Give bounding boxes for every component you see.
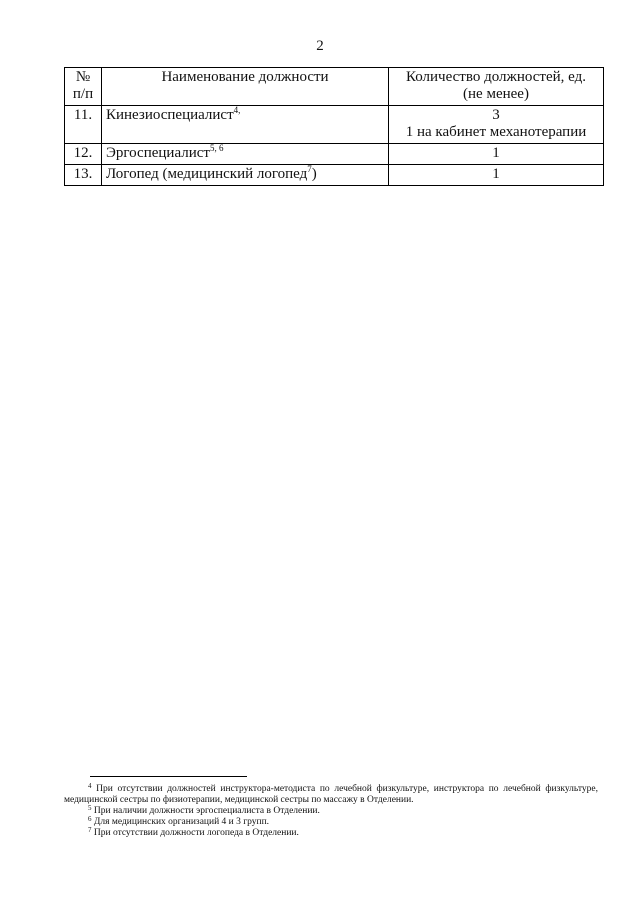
footnote-7: [64, 828, 598, 839]
table-row: [65, 106, 604, 144]
position-name-closing: ): [311, 166, 317, 182]
footnotes: [64, 784, 598, 839]
header-position-count: [389, 68, 604, 106]
footnote-ref: 7: [307, 164, 312, 174]
table-row: [65, 165, 604, 186]
row-position-count: [389, 106, 604, 144]
footnote-text: При отсутствии должности логопеда в Отделении.: [91, 828, 299, 838]
footnote-ref: 4,: [233, 105, 241, 115]
header-count-line2: (не менее): [463, 86, 529, 102]
header-position-name: Наименование должности: [102, 68, 389, 106]
footnote-mark: 6: [88, 815, 92, 823]
position-name-text: Эргоспециалист: [106, 145, 210, 161]
footnote-text: При отсутствии должностей инструктора-методиста по лечебной физкультуре, инструктора по лечебной физкультуре, медицинской сестры по физиотерапии, медицинской сестры по массажу в Отделении.: [64, 784, 598, 805]
footnote-text: Для медицинских организаций 4 и 3 групп.: [91, 817, 270, 827]
table-header-row: [65, 68, 604, 106]
footnote-ref: 5, 6: [209, 143, 224, 153]
row-position-name: [102, 144, 389, 165]
page-number: 2: [316, 38, 324, 54]
row-position-name: [102, 106, 389, 144]
footnote-separator: [90, 776, 247, 777]
header-count-line1: Количество должностей, ед.: [405, 69, 586, 85]
header-number: [65, 68, 102, 106]
header-number-line1: №: [75, 69, 91, 85]
row-position-count: 1: [389, 144, 604, 165]
position-name-text: Кинезиоспециалист: [106, 107, 234, 123]
count-value: 3: [492, 107, 500, 123]
footnote-mark: 4: [88, 782, 92, 790]
footnote-text: При наличии должности эргоспециалиста в Отделении.: [91, 806, 320, 816]
row-position-count: 1: [389, 165, 604, 186]
row-number: 11.: [65, 106, 102, 144]
footnote-6: [64, 817, 598, 828]
footnote-mark: 5: [88, 804, 92, 812]
row-number: 12.: [65, 144, 102, 165]
table-row: [65, 144, 604, 165]
footnote-5: [64, 806, 598, 817]
position-name-text: Логопед (медицинский логопед: [106, 166, 308, 182]
staff-positions-table: [64, 67, 604, 186]
footnote-4: [64, 784, 598, 806]
row-position-name: [102, 165, 389, 186]
header-number-line2: п/п: [72, 86, 94, 102]
footnote-mark: 7: [88, 826, 92, 834]
row-number: 13.: [65, 165, 102, 186]
count-note: 1 на кабинет механотерапии: [405, 124, 587, 140]
